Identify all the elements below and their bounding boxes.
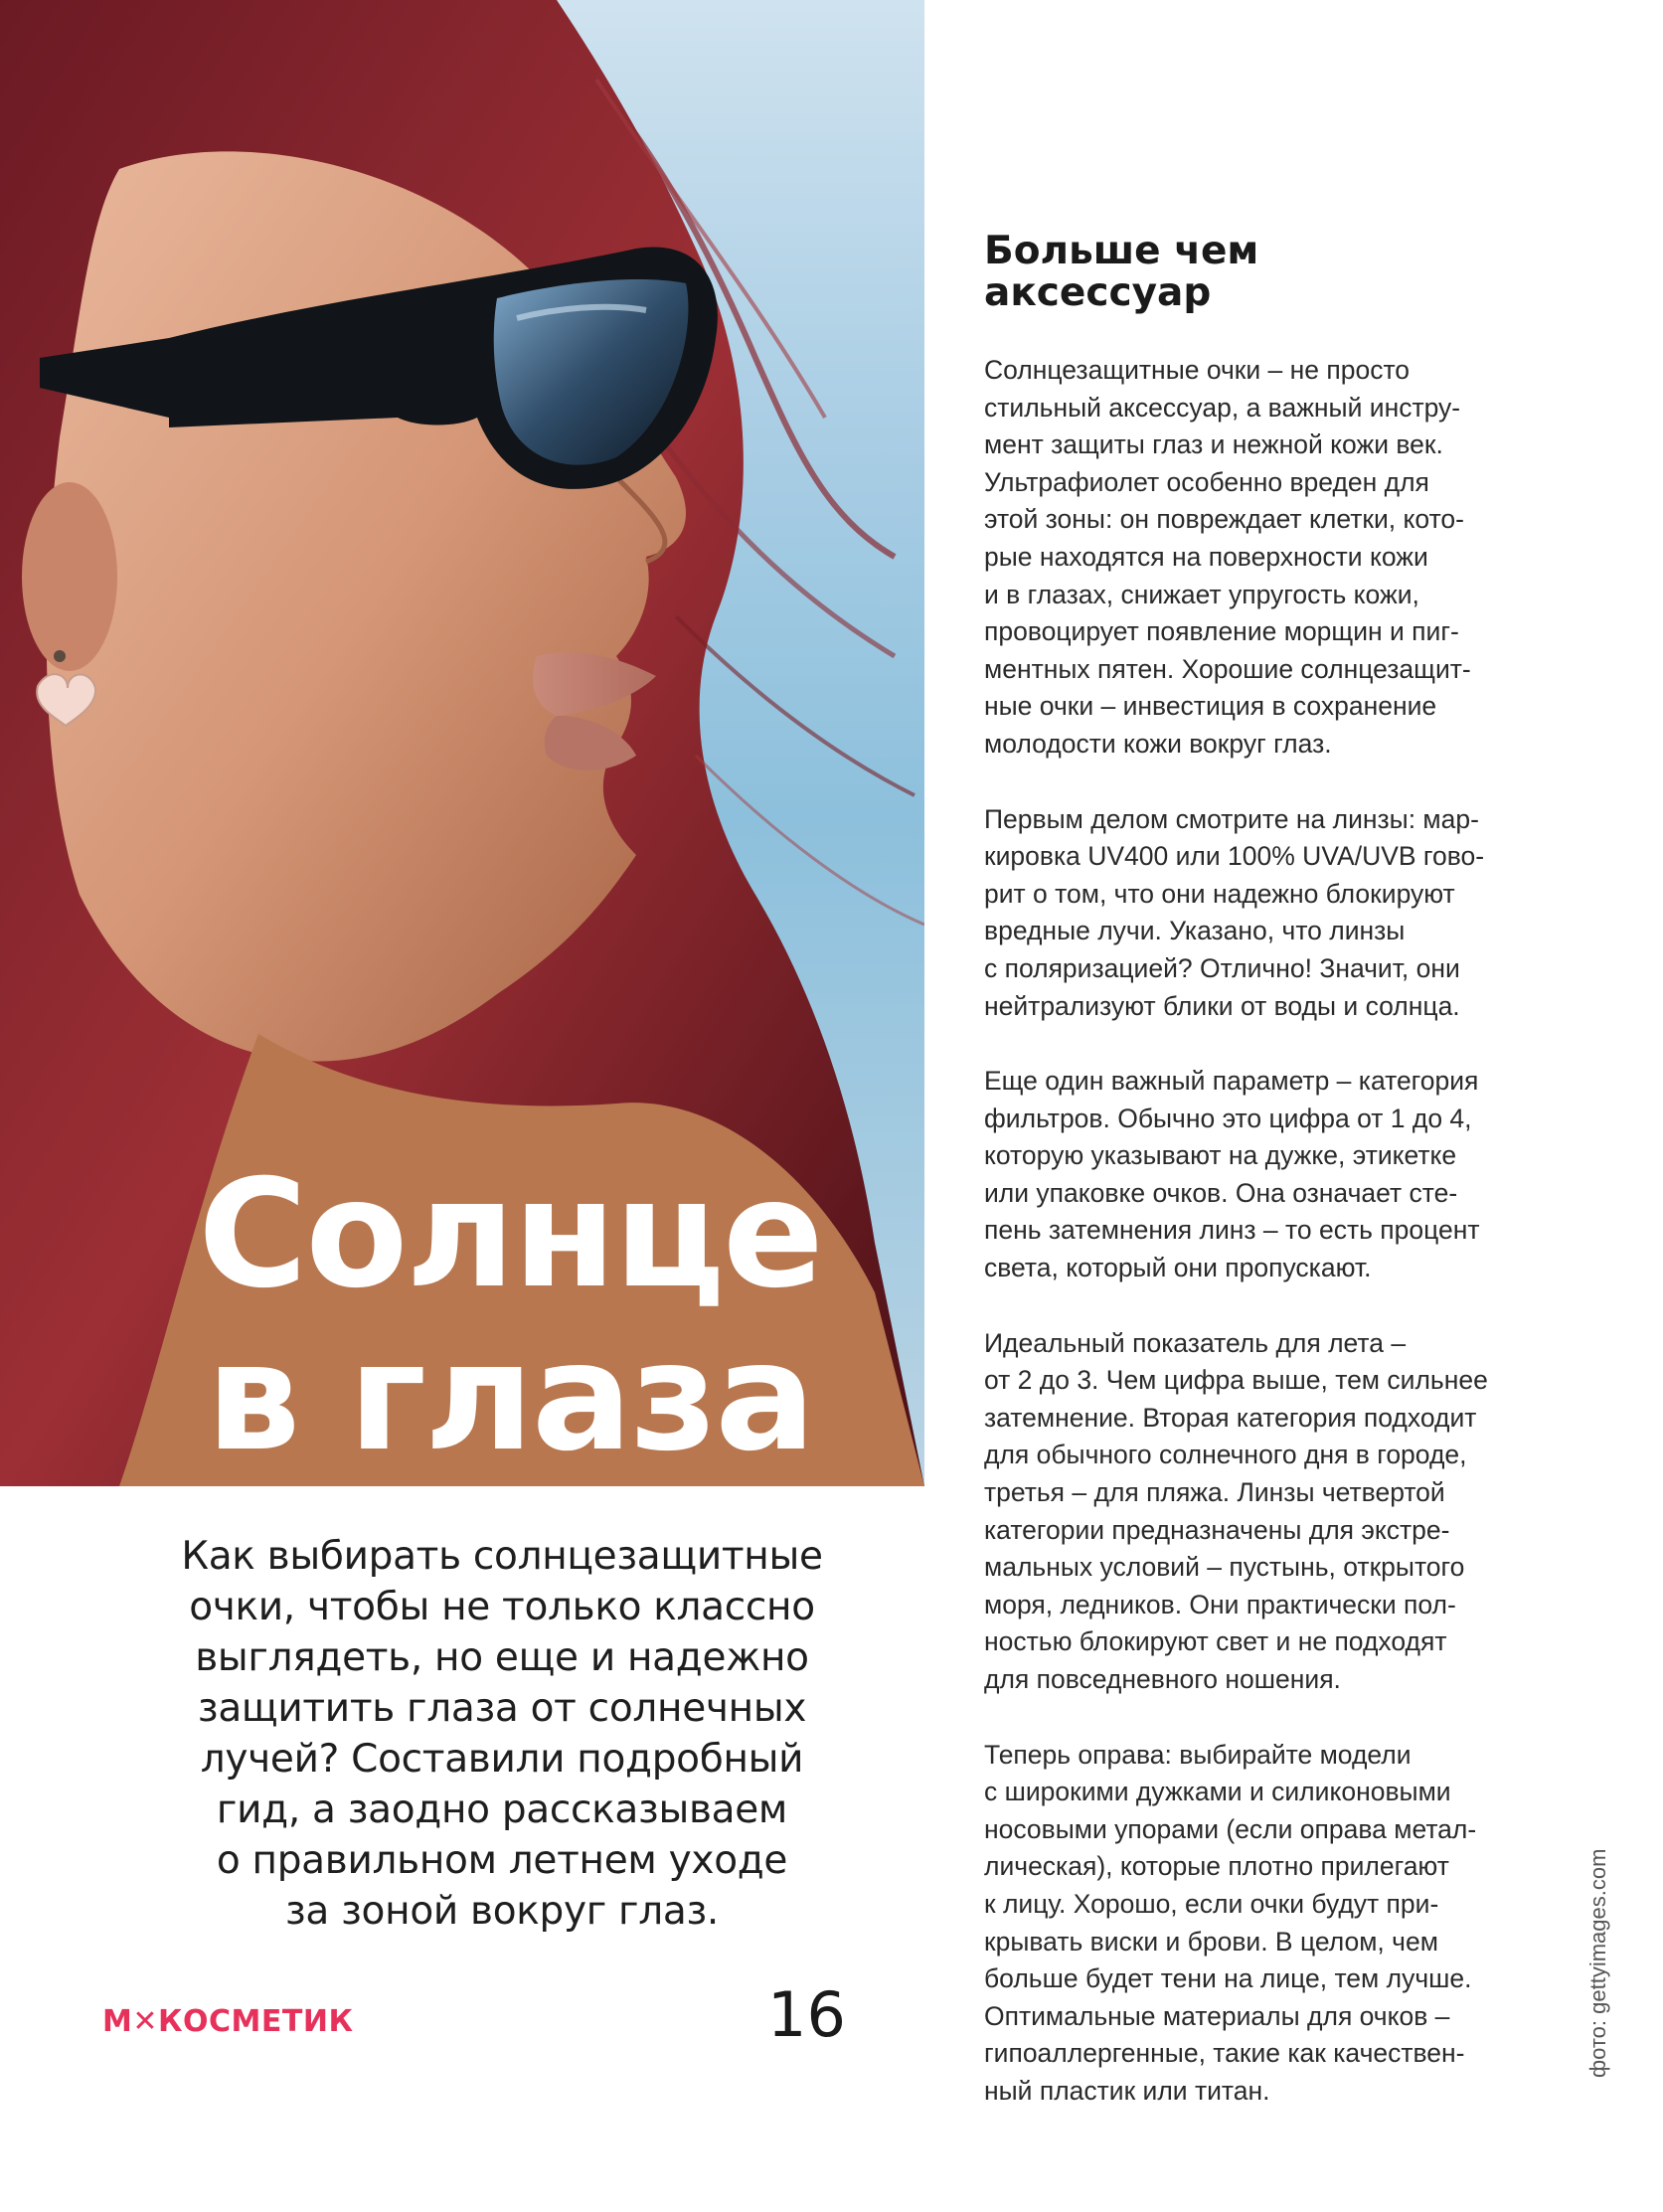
lead-line: о правильном летнем уходе: [216, 1838, 788, 1883]
paragraph-line: Идеальный показатель для лета –: [984, 1327, 1407, 1358]
paragraph-line: фильтров. Обычно это цифра от 1 до 4,: [984, 1103, 1472, 1133]
paragraph-line: для обычного солнечного дня в городе,: [984, 1440, 1467, 1470]
paragraph-line: рит о том, что они надежно блокируют: [984, 878, 1455, 909]
paragraph-line: с поляризацией? Отлично! Значит, они: [984, 952, 1460, 983]
article-paragraph-2: [984, 801, 1541, 1026]
section-title: [984, 231, 1541, 314]
hero-title-line-2: в глаза: [206, 1311, 814, 1484]
lead-text: [89, 1531, 915, 1937]
paragraph-line: гипоаллергенные, такие как качествен-: [984, 2038, 1465, 2069]
paragraph-line: этой зоны: он повреждает клетки, кото-: [984, 504, 1464, 535]
article-paragraph-4: [984, 1325, 1541, 1699]
paragraph-line: Ультрафиолет особенно вреден для: [984, 466, 1429, 497]
paragraph-line: провоцирует появление морщин и пиг-: [984, 616, 1459, 647]
paragraph-line: вредные лучи. Указано, что линзы: [984, 916, 1406, 946]
paragraph-line: ностью блокируют свет и не подходят: [984, 1626, 1447, 1657]
photo-credit: фото: gettyimages.com: [1585, 1848, 1610, 2078]
page-number: 16: [767, 1978, 846, 2051]
brand-logo: М✕КОСМЕТИК: [102, 2004, 354, 2039]
paragraph-line: моря, ледников. Они практически пол-: [984, 1589, 1456, 1619]
section-title-line: Больше чем: [984, 229, 1259, 273]
article-paragraph-5: [984, 1737, 1541, 2111]
paragraph-line: или упаковке очков. Она означает сте-: [984, 1177, 1458, 1208]
paragraph-line: мент защиты глаз и нежной кожи век.: [984, 429, 1443, 460]
paragraph-line: Теперь оправа: выбирайте модели: [984, 1739, 1412, 1770]
paragraph-line: рые находятся на поверхности кожи: [984, 541, 1428, 572]
paragraph-line: с широкими дужками и силиконовыми: [984, 1777, 1451, 1807]
lead-line: защитить глаза от солнечных: [197, 1686, 807, 1731]
paragraph-line: затемнение. Вторая категория подходит: [984, 1402, 1477, 1433]
hero-title-line-1: Солнце: [198, 1148, 822, 1321]
paragraph-line: от 2 до 3. Чем цифра выше, тем сильнее: [984, 1365, 1488, 1396]
paragraph-line: кировка UV400 или 100% UVA/UVB гово-: [984, 841, 1485, 872]
paragraph-line: к лицу. Хорошо, если очки будут при-: [984, 1888, 1439, 1919]
paragraph-line: ный пластик или титан.: [984, 2075, 1270, 2106]
hero-photo: [0, 0, 924, 1486]
paragraph-line: крывать виски и брови. В целом, чем: [984, 1926, 1438, 1957]
lead-line: лучей? Составили подробный: [200, 1737, 804, 1782]
lead-line: выглядеть, но еще и надежно: [195, 1635, 809, 1680]
paragraph-line: третья – для пляжа. Линзы четвертой: [984, 1477, 1445, 1508]
paragraph-line: ные очки – инвестиция в сохранение: [984, 691, 1437, 722]
paragraph-line: Еще один важный параметр – категория: [984, 1066, 1479, 1097]
paragraph-line: и в глазах, снижает упругость кожи,: [984, 579, 1419, 609]
lead-line: гид, а заодно рассказываем: [216, 1787, 788, 1832]
lead-line: за зоной вокруг глаз.: [284, 1889, 719, 1934]
article-paragraph-1: [984, 352, 1541, 764]
paragraph-line: Первым делом смотрите на линзы: мар-: [984, 803, 1479, 834]
section-title-line: аксессуар: [984, 270, 1212, 315]
article-paragraph-3: [984, 1063, 1541, 1287]
hero-title: [107, 1148, 913, 1484]
paragraph-line: ментных пятен. Хорошие солнцезащит-: [984, 653, 1471, 684]
paragraph-line: света, который они пропускают.: [984, 1253, 1372, 1283]
paragraph-line: Оптимальные материалы для очков –: [984, 2000, 1450, 2031]
paragraph-line: больше будет тени на лице, тем лучше.: [984, 1963, 1472, 1994]
lead-line: Как выбирать солнцезащитные: [181, 1534, 823, 1579]
article-column: [984, 231, 1541, 2148]
paragraph-line: категории предназначены для экстре-: [984, 1514, 1450, 1545]
paragraph-line: которую указывают на дужке, этикетке: [984, 1140, 1457, 1171]
paragraph-line: молодости кожи вокруг глаз.: [984, 728, 1332, 759]
paragraph-line: носовыми упорами (если оправа метал-: [984, 1813, 1477, 1844]
paragraph-line: лическая), которые плотно прилегают: [984, 1851, 1449, 1882]
paragraph-line: мальных условий – пустынь, открытого: [984, 1552, 1465, 1583]
paragraph-line: стильный аксессуар, а важный инстру-: [984, 392, 1461, 423]
paragraph-line: Солнцезащитные очки – не просто: [984, 355, 1411, 385]
paragraph-line: нейтрализуют блики от воды и солнца.: [984, 990, 1460, 1021]
paragraph-line: для повседневного ношения.: [984, 1664, 1341, 1694]
lead-line: очки, чтобы не только классно: [189, 1585, 815, 1629]
paragraph-line: пень затемнения линз – то есть процент: [984, 1215, 1480, 1246]
